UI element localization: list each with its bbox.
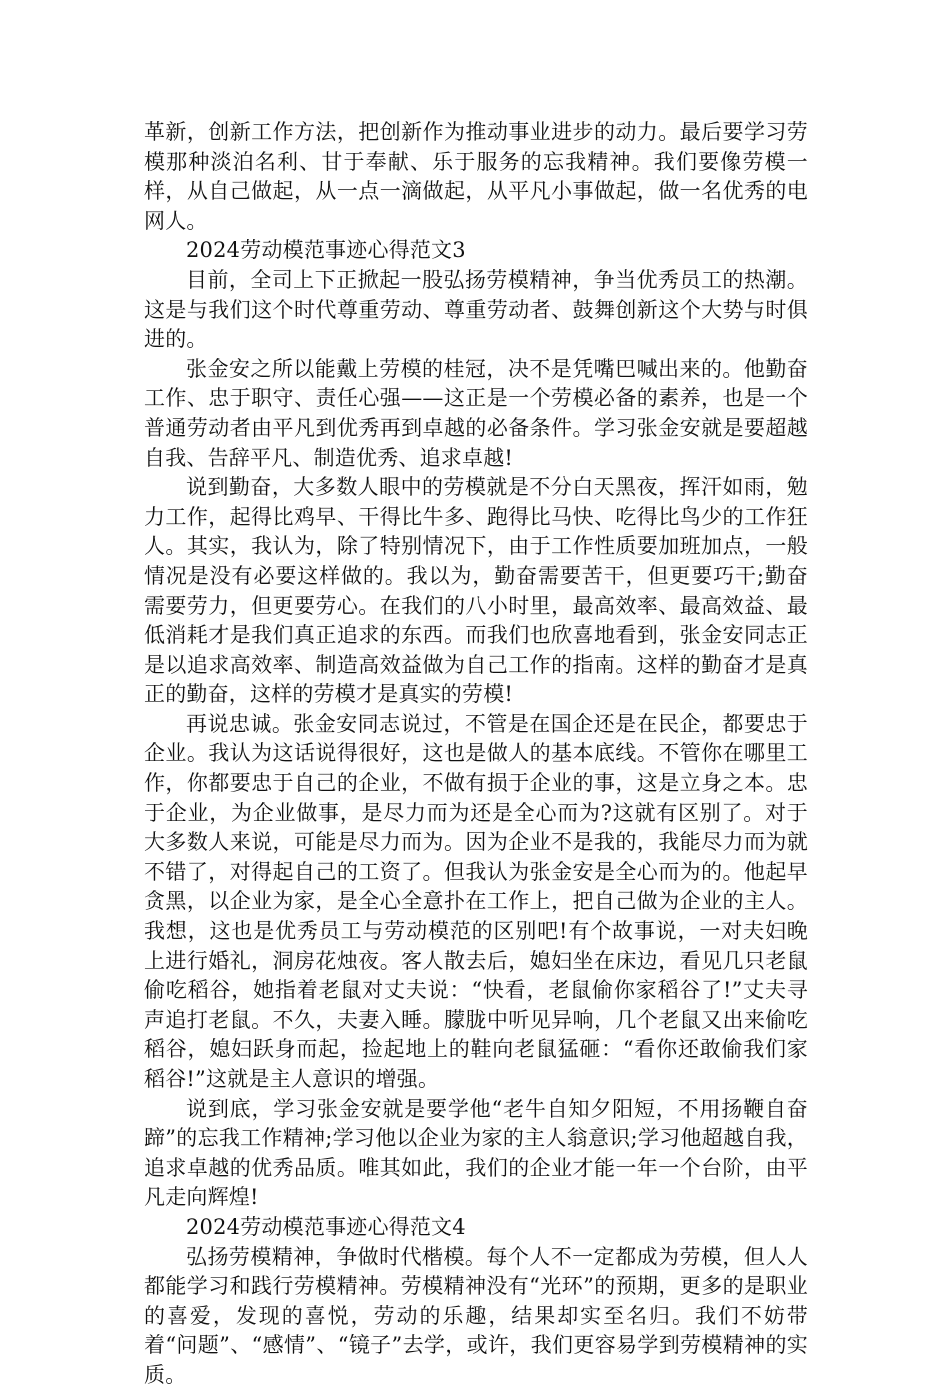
paragraph: 说到勤奋，大多数人眼中的劳模就是不分白天黑夜，挥汗如雨，勉力工作，起得比鸡早、干得比牛多、跑得比马快、吃得比鸟少的工作狂人。其实，我认为，除了特别情况下，由于工作性质要加班加点，一般情况是没有必要这样做的。我以为，勤奋需要苦干，但更要巧干;勤奋需要劳力，但更要劳心。在我们的八小时里，最高效率、最高效益、最低消耗才是我们真正追求的东西。而我们也欣喜地看到，张金安同志正是以追求高效率、制造高效益做为自己工作的指南。这样的勤奋才是真正的勤奋，这样的劳模才是真实的劳模!	[144, 475, 808, 707]
document-body	[144, 118, 808, 1391]
paragraph: 目前，全司上下正掀起一股弘扬劳模精神，争当优秀员工的热潮。这是与我们这个时代尊重劳动、尊重劳动者、鼓舞创新这个大势与时俱进的。	[144, 267, 808, 352]
paragraph-continuation: 革新，创新工作方法，把创新作为推动事业进步的动力。最后要学习劳模那种淡泊名利、甘于奉献、乐于服务的忘我精神。我们要像劳模一样，从自己做起，从一点一滴做起，从平凡小事做起，做一名优秀的电网人。	[144, 120, 808, 233]
section-heading-3: 2024劳动模范事迹心得范文3	[186, 238, 466, 263]
paragraph: 再说忠诚。张金安同志说过，不管是在国企还是在民企，都要忠于企业。我认为这话说得很好，这也是做人的基本底线。不管你在哪里工作，你都要忠于自己的企业，不做有损于企业的事，这是立身之本。忠于企业，为企业做事，是尽力而为还是全心而为?这就有区别了。对于大多数人来说，可能是尽力而为。因为企业不是我的，我能尽力而为就不错了，对得起自己的工资了。但我认为张金安是全心而为的。他起早贪黑，以企业为家，是全心全意扑在工作上，把自己做为企业的主人。我想，这也是优秀员工与劳动模范的区别吧!有个故事说，一对夫妇晚上进行婚礼，洞房花烛夜。客人散去后，媳妇坐在床边，看见几只老鼠偷吃稻谷，她指着老鼠对丈夫说：“快看，老鼠偷你家稻谷了!”丈夫寻声追打老鼠。不久，夫妻入睡。朦胧中听见异响，几个老鼠又出来偷吃稻谷，媳妇跃身而起，捡起地上的鞋向老鼠猛砸：“看你还敢偷我们家稻谷!”这就是主人意识的增强。	[144, 711, 808, 1091]
paragraph: 弘扬劳模精神，争做时代楷模。每个人不一定都成为劳模，但人人都能学习和践行劳模精神。劳模精神没有“光环”的预期，更多的是职业的喜爱，发现的喜悦，劳动的乐趣，结果却实至名归。我们不妨带着“问题”、“感情”、“镜子”去学，或许，我们更容易学到劳模精神的实质。	[144, 1244, 808, 1387]
paragraph: 说到底，学习张金安就是要学他“老牛自知夕阳短，不用扬鞭自奋蹄”的忘我工作精神;学习他以企业为家的主人翁意识;学习他超越自我，追求卓越的优秀品质。唯其如此，我们的企业才能一年一个台阶，由平凡走向辉煌!	[144, 1096, 808, 1210]
section-heading-4: 2024劳动模范事迹心得范文4	[186, 1214, 466, 1239]
paragraph: 张金安之所以能戴上劳模的桂冠，决不是凭嘴巴喊出来的。他勤奋工作、忠于职守、责任心强——这正是一个劳模必备的素养，也是一个普通劳动者由平凡到优秀再到卓越的必备条件。学习张金安就是要超越自我、告辞平凡、制造优秀、追求卓越!	[144, 356, 808, 470]
